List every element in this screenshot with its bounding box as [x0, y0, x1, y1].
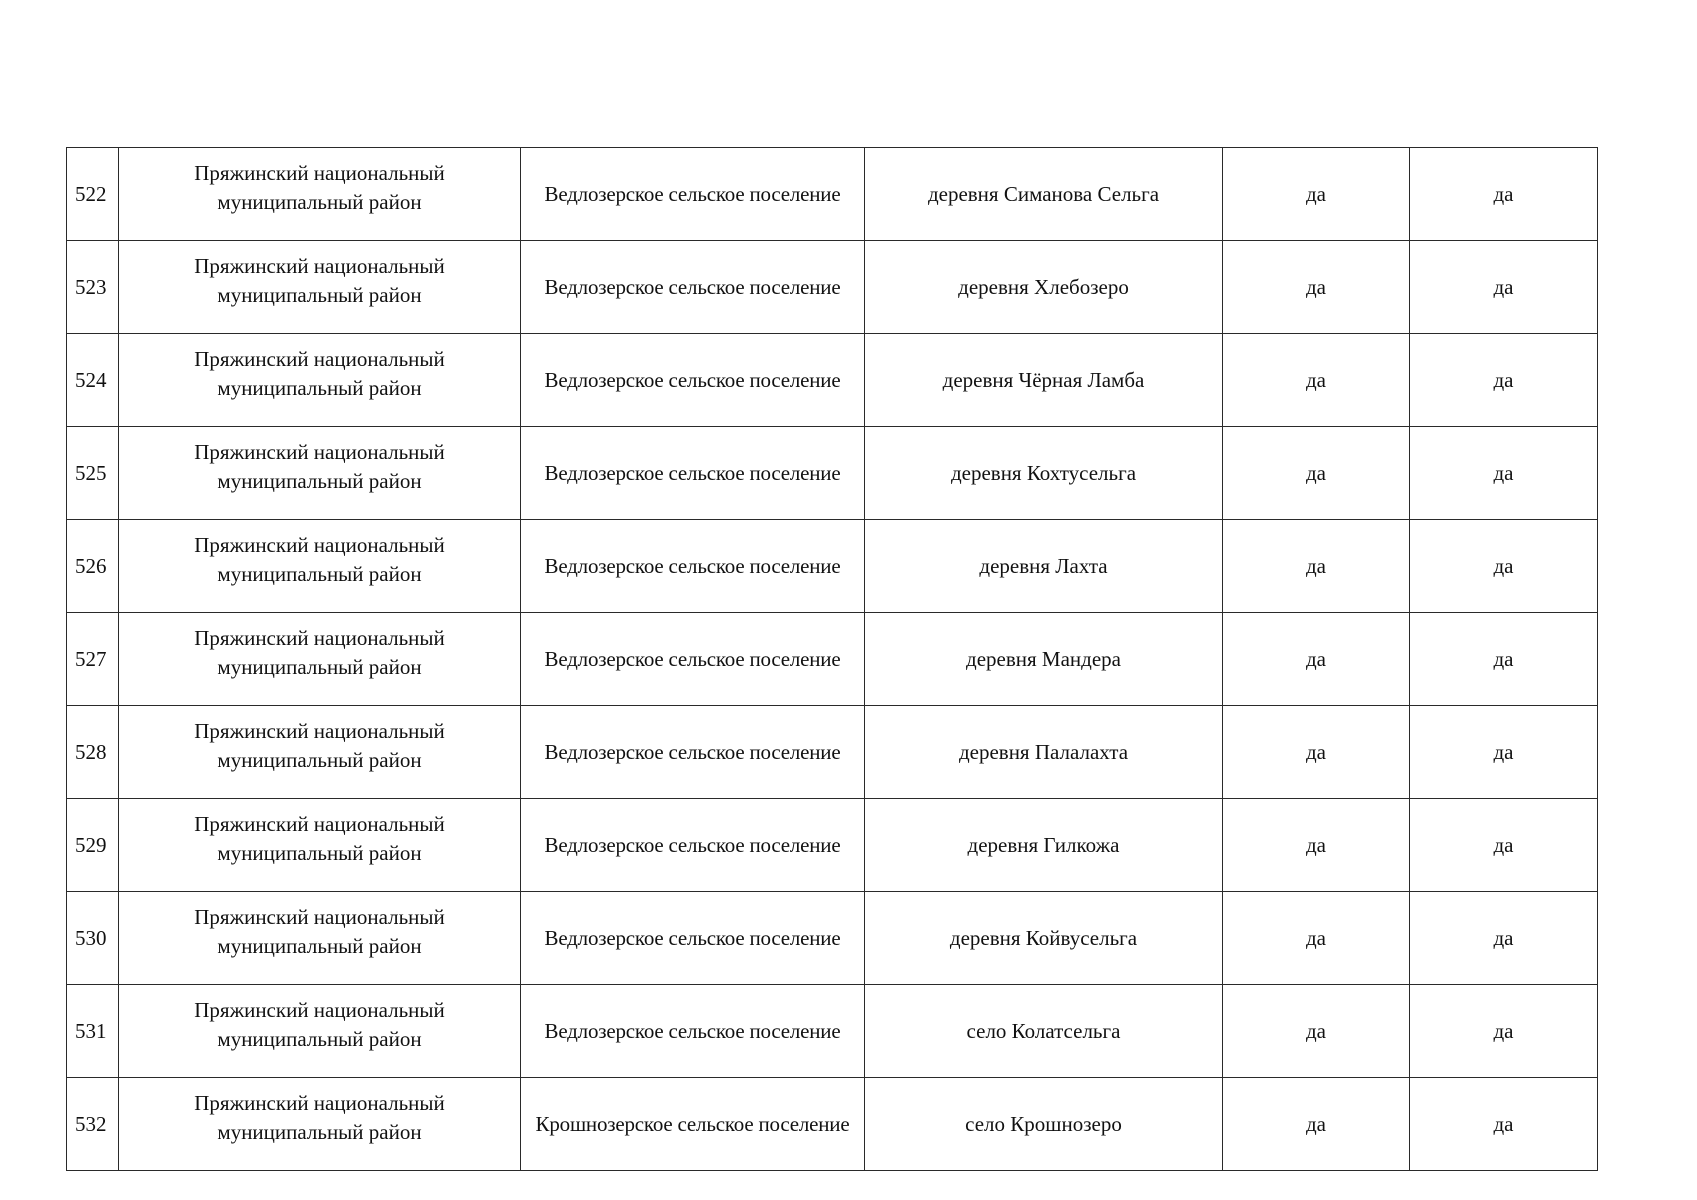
table-row — [67, 1078, 1598, 1171]
flag-cell-1 — [1223, 148, 1410, 241]
row-number-text: 523 — [75, 274, 107, 299]
flag-value-1: да — [1305, 1018, 1326, 1043]
flag-value-2: да — [1493, 925, 1514, 950]
row-number-text: 528 — [75, 739, 107, 764]
flag-cell-1 — [1223, 520, 1410, 613]
table-row — [67, 706, 1598, 799]
locality-cell — [865, 148, 1223, 241]
district-line-2: муниципальный район — [217, 283, 422, 307]
flag-cell-2 — [1410, 241, 1598, 334]
settlement-name: Ведлозерское сельское поселение — [544, 1018, 841, 1043]
district-cell — [119, 241, 521, 334]
settlement-cell — [521, 427, 865, 520]
locality-name: деревня Койвусельга — [949, 925, 1138, 950]
locality-name: деревня Кохтусельга — [950, 460, 1137, 485]
district-cell — [119, 334, 521, 427]
district-line-2: муниципальный район — [217, 562, 422, 586]
flag-cell-2 — [1410, 334, 1598, 427]
flag-value-1: да — [1305, 367, 1326, 392]
settlement-cell — [521, 985, 865, 1078]
row-number-text: 524 — [75, 367, 107, 392]
district-line-2: муниципальный район — [217, 1027, 422, 1051]
settlement-name: Ведлозерское сельское поселение — [544, 832, 841, 857]
table-row — [67, 148, 1598, 241]
district-line-2: муниципальный район — [217, 376, 422, 400]
settlement-name: Ведлозерское сельское поселение — [544, 460, 841, 485]
flag-value-1: да — [1305, 1111, 1326, 1136]
table-row — [67, 427, 1598, 520]
district-line-1: Пряжинский национальный — [194, 254, 445, 278]
locality-cell — [865, 334, 1223, 427]
district-name — [119, 624, 520, 682]
row-number-text: 525 — [75, 460, 107, 485]
locality-name: село Колатсельга — [966, 1018, 1121, 1043]
flag-value-2: да — [1493, 274, 1514, 299]
row-number — [67, 520, 119, 613]
district-line-2: муниципальный район — [217, 934, 422, 958]
settlement-cell — [521, 892, 865, 985]
settlement-name: Ведлозерское сельское поселение — [544, 553, 841, 578]
row-number — [67, 706, 119, 799]
flag-cell-2 — [1410, 706, 1598, 799]
district-cell — [119, 799, 521, 892]
table-row — [67, 334, 1598, 427]
locality-name: деревня Чёрная Ламба — [942, 367, 1145, 392]
district-line-1: Пряжинский национальный — [194, 347, 445, 371]
settlement-name: Ведлозерское сельское поселение — [544, 274, 841, 299]
locality-name: деревня Гилкожа — [967, 832, 1120, 857]
flag-cell-2 — [1410, 985, 1598, 1078]
flag-cell-1 — [1223, 334, 1410, 427]
row-number-text: 531 — [75, 1018, 107, 1043]
flag-cell-2 — [1410, 427, 1598, 520]
district-line-1: Пряжинский национальный — [194, 533, 445, 557]
district-cell — [119, 148, 521, 241]
locality-cell — [865, 799, 1223, 892]
district-cell — [119, 520, 521, 613]
locality-name: деревня Палалахта — [958, 739, 1129, 764]
locality-name: село Крошнозеро — [965, 1111, 1122, 1136]
settlements-table — [66, 147, 1598, 1171]
district-cell — [119, 985, 521, 1078]
row-number — [67, 799, 119, 892]
district-line-2: муниципальный район — [217, 1120, 422, 1144]
district-line-2: муниципальный район — [217, 469, 422, 493]
district-line-1: Пряжинский национальный — [194, 998, 445, 1022]
settlement-name: Ведлозерское сельское поселение — [544, 646, 841, 671]
flag-cell-2 — [1410, 148, 1598, 241]
settlement-name: Ведлозерское сельское поселение — [544, 925, 841, 950]
settlement-cell — [521, 1078, 865, 1171]
flag-value-2: да — [1493, 367, 1514, 392]
flag-value-1: да — [1305, 181, 1326, 206]
flag-cell-1 — [1223, 706, 1410, 799]
settlement-cell — [521, 613, 865, 706]
locality-cell — [865, 613, 1223, 706]
flag-cell-1 — [1223, 985, 1410, 1078]
locality-name: деревня Хлебозеро — [958, 274, 1129, 299]
row-number-text: 532 — [75, 1111, 107, 1136]
flag-value-1: да — [1305, 460, 1326, 485]
district-name — [119, 717, 520, 775]
row-number-text: 526 — [75, 553, 107, 578]
district-line-1: Пряжинский национальный — [194, 440, 445, 464]
flag-cell-1 — [1223, 1078, 1410, 1171]
locality-cell — [865, 985, 1223, 1078]
flag-cell-1 — [1223, 613, 1410, 706]
table-row — [67, 892, 1598, 985]
row-number-text: 522 — [75, 181, 107, 206]
table-body — [67, 148, 1598, 1171]
settlement-cell — [521, 520, 865, 613]
flag-cell-2 — [1410, 520, 1598, 613]
flag-value-1: да — [1305, 274, 1326, 299]
flag-cell-2 — [1410, 1078, 1598, 1171]
locality-cell — [865, 241, 1223, 334]
row-number — [67, 334, 119, 427]
table-row — [67, 520, 1598, 613]
district-line-2: муниципальный район — [217, 841, 422, 865]
district-name — [119, 996, 520, 1054]
settlement-name: Ведлозерское сельское поселение — [544, 181, 841, 206]
flag-value-1: да — [1305, 553, 1326, 578]
district-cell — [119, 706, 521, 799]
district-line-1: Пряжинский национальный — [194, 719, 445, 743]
flag-value-2: да — [1493, 1111, 1514, 1136]
row-number-text: 527 — [75, 646, 107, 671]
flag-cell-2 — [1410, 892, 1598, 985]
flag-value-2: да — [1493, 739, 1514, 764]
row-number — [67, 985, 119, 1078]
flag-value-1: да — [1305, 832, 1326, 857]
district-name — [119, 531, 520, 589]
flag-value-2: да — [1493, 181, 1514, 206]
district-line-1: Пряжинский национальный — [194, 812, 445, 836]
locality-cell — [865, 427, 1223, 520]
flag-cell-1 — [1223, 427, 1410, 520]
district-cell — [119, 1078, 521, 1171]
settlement-cell — [521, 334, 865, 427]
district-cell — [119, 892, 521, 985]
table-row — [67, 241, 1598, 334]
district-line-1: Пряжинский национальный — [194, 161, 445, 185]
table-row — [67, 799, 1598, 892]
district-name — [119, 1089, 520, 1147]
locality-cell — [865, 892, 1223, 985]
district-name — [119, 438, 520, 496]
row-number — [67, 892, 119, 985]
district-cell — [119, 427, 521, 520]
flag-value-1: да — [1305, 739, 1326, 764]
row-number — [67, 241, 119, 334]
locality-name: деревня Симанова Сельга — [927, 181, 1160, 206]
flag-cell-2 — [1410, 799, 1598, 892]
locality-cell — [865, 1078, 1223, 1171]
district-name — [119, 810, 520, 868]
row-number — [67, 427, 119, 520]
row-number — [67, 148, 119, 241]
district-name — [119, 252, 520, 310]
settlement-name: Ведлозерское сельское поселение — [544, 367, 841, 392]
flag-value-2: да — [1493, 1018, 1514, 1043]
locality-name: деревня Мандера — [966, 646, 1121, 671]
district-name — [119, 159, 520, 217]
settlement-cell — [521, 706, 865, 799]
district-cell — [119, 613, 521, 706]
flag-cell-1 — [1223, 241, 1410, 334]
flag-value-2: да — [1493, 553, 1514, 578]
flag-value-1: да — [1305, 646, 1326, 671]
locality-name: деревня Лахта — [979, 553, 1108, 578]
settlement-cell — [521, 799, 865, 892]
locality-cell — [865, 706, 1223, 799]
district-line-1: Пряжинский национальный — [194, 626, 445, 650]
flag-value-2: да — [1493, 832, 1514, 857]
row-number-text: 529 — [75, 832, 107, 857]
locality-cell — [865, 520, 1223, 613]
row-number — [67, 613, 119, 706]
flag-cell-1 — [1223, 799, 1410, 892]
settlement-cell — [521, 241, 865, 334]
district-line-1: Пряжинский национальный — [194, 1091, 445, 1115]
flag-value-2: да — [1493, 460, 1514, 485]
district-name — [119, 345, 520, 403]
district-line-2: муниципальный район — [217, 655, 422, 679]
settlement-cell — [521, 148, 865, 241]
district-line-2: муниципальный район — [217, 748, 422, 772]
district-line-2: муниципальный район — [217, 190, 422, 214]
row-number-text: 530 — [75, 925, 107, 950]
table-row — [67, 985, 1598, 1078]
table-row — [67, 613, 1598, 706]
flag-value-2: да — [1493, 646, 1514, 671]
row-number — [67, 1078, 119, 1171]
district-line-1: Пряжинский национальный — [194, 905, 445, 929]
flag-cell-2 — [1410, 613, 1598, 706]
flag-cell-1 — [1223, 892, 1410, 985]
district-name — [119, 903, 520, 961]
settlement-name: Крошнозерское сельское поселение — [535, 1111, 850, 1136]
settlement-name: Ведлозерское сельское поселение — [544, 739, 841, 764]
flag-value-1: да — [1305, 925, 1326, 950]
